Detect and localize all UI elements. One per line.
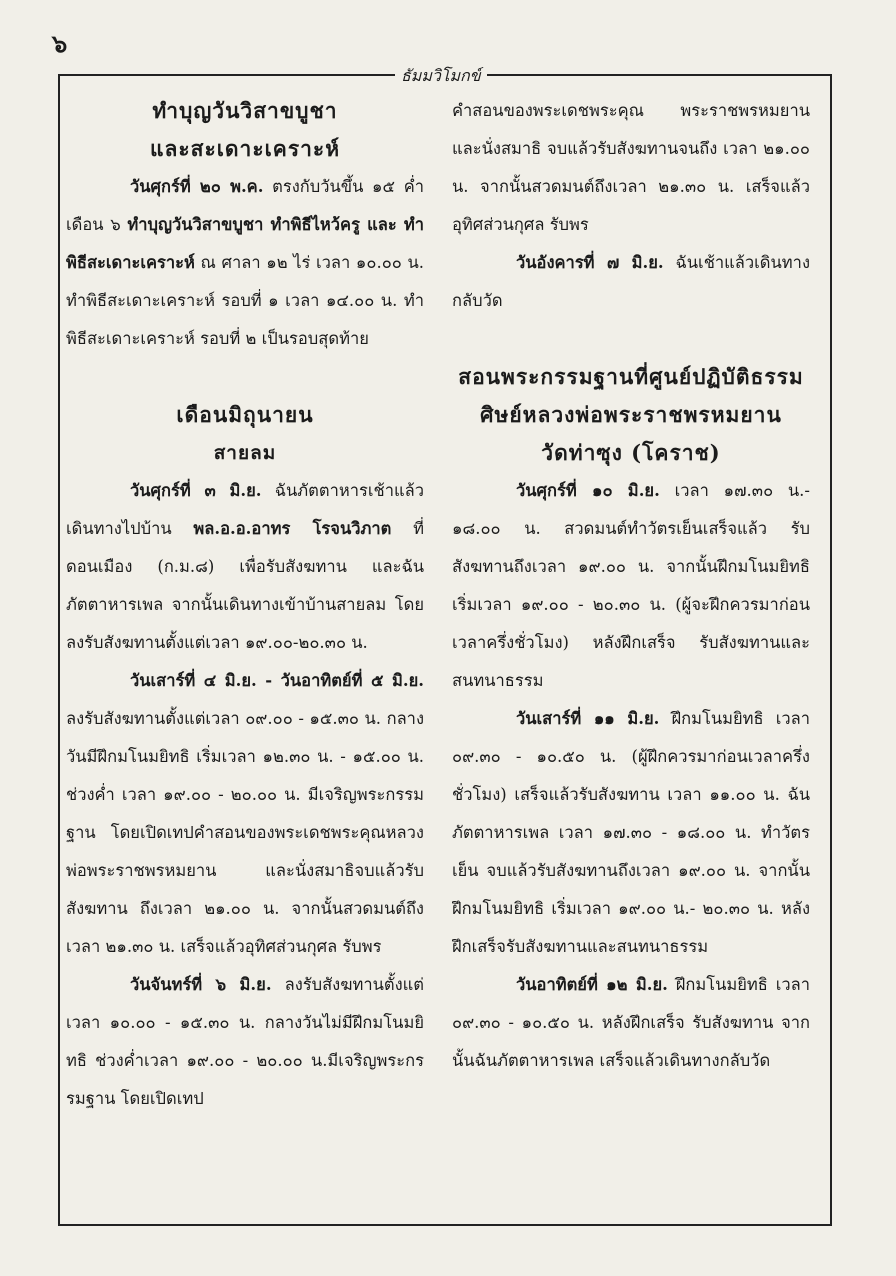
date-label: วันศุกร์ที่ ๒๐ พ.ค. [130, 177, 264, 196]
paragraph [66, 966, 424, 1118]
date-label: วันเสาร์ที่ ๑๑ มิ.ย. [516, 709, 660, 728]
paragraph [66, 472, 424, 662]
bold-text: ทำบุญวันวิสาขบูชา ทำพิธีไหว้ครู และ ทำพิธีสะเดาะเคราะห์ [66, 215, 424, 272]
date-label: วันศุกร์ที่ ๓ มิ.ย. [130, 481, 262, 500]
paragraph-text: ที่ดอนเมือง (ก.ม.๘) เพื่อรับสังฆทาน และฉันภัตตาหารเพล จากนั้นเดินทางเข้าบ้านสายลม โดยลงรับสังฆทานตั้งแต่เวลา ๑๙.๐๐-๒๐.๓๐ น. [66, 519, 424, 652]
paragraph-text: ลงรับสังฆทานตั้งแต่เวลา ๐๙.๐๐ - ๑๕.๓๐ น. กลางวันมีฝึกมโนมยิทธิ เริ่มเวลา ๑๒.๓๐ น. - ๑๕.๐๐ น. ช่วงค่ำ เวลา ๑๙.๐๐ - ๒๐.๐๐ น. มีเจริญพระกรรมฐาน โดยเปิดเทปคำสอนของพระเดชพระคุณหลวงพ่อพระราชพรหมยาน และนั่งสมาธิจบแล้วรับสังฆทาน ถึงเวลา ๒๑.๐๐ น. จากนั้นสวดมนต์ถึงเวลา ๒๑.๓๐ น. เสร็จแล้วอุทิศส่วนกุศล รับพร [66, 709, 424, 956]
paragraph [452, 700, 810, 966]
paragraph [66, 662, 424, 966]
section-title: ทำบุญวันวิสาขบูชา [152, 98, 338, 123]
spacer [66, 358, 424, 396]
date-label: วันอาทิตย์ที่ ๑๒ มิ.ย. [516, 975, 668, 994]
paragraph [452, 472, 810, 700]
section-title: และสะเดาะเคราะห์ [149, 136, 341, 161]
section-title: วัดท่าซุง (โคราช) [541, 440, 721, 465]
paragraph-text: ลงรับสังฆทานตั้งแต่เวลา ๑๐.๐๐ - ๑๕.๓๐ น. กลางวันไม่มีฝึกมโนมยิทธิ ช่วงค่ำเวลา ๑๙.๐๐ - ๒๐.๐๐ น.มีเจริญพระกรรมฐาน โดยเปิดเทป [66, 975, 424, 1108]
paragraph [452, 244, 810, 320]
section-title: สอนพระกรรมฐานที่ศูนย์ปฏิบัติธรรม [458, 364, 804, 389]
date-label: วันศุกร์ที่ ๑๐ มิ.ย. [516, 481, 660, 500]
paragraph-text: เวลา ๑๗.๓๐ น.- ๑๘.๐๐ น. สวดมนต์ทำวัตรเย็นเสร็จแล้ว รับสังฆทานถึงเวลา ๑๙.๐๐ น. จากนั้นฝึกมโนมยิทธิ เริ่มเวลา ๑๙.๐๐ - ๒๐.๓๐ น. (ผู้จะฝึกควรมาก่อนเวลาครึ่งชั่วโมง) หลังฝึกเสร็จ รับสังฆทานและสนทนาธรรม [452, 481, 810, 690]
paragraph-text: ฉันภัตตาหารเช้าแล้วเดินทางไปบ้าน [66, 481, 424, 538]
bold-text: พล.อ.อ.อาทร โรจนวิภาต [193, 519, 392, 538]
spacer [452, 320, 810, 358]
paragraph: คำสอนของพระเดชพระคุณ พระราชพรหมยาน และนั่งสมาธิ จบแล้วรับสังฆทานจนถึง เวลา ๒๑.๐๐ น. จากนั้นสวดมนต์ถึงเวลา ๒๑.๓๐ น. เสร็จแล้ว อุทิศส่วนกุศล รับพร [452, 101, 810, 234]
paragraph-text: ฉันเช้าแล้วเดินทางกลับวัด [452, 253, 810, 310]
month-title: เดือนมิถุนายน [176, 402, 314, 427]
paragraph-text: ตรงกับวันขึ้น ๑๕ ค่ำ เดือน ๖ [66, 177, 424, 234]
date-label: วันเสาร์ที่ ๔ มิ.ย. - วันอาทิตย์ที่ ๕ มิ.ย. [130, 671, 424, 690]
paragraph [66, 168, 424, 358]
place-title: สายลม [213, 442, 277, 464]
paragraph-text: ฝึกมโนมยิทธิ เวลา ๐๙.๓๐ - ๑๐.๕๐ น. (ผู้ฝึกควรมาก่อนเวลาครึ่งชั่วโมง) เสร็จแล้วรับสังฆทาน เวลา ๑๑.๐๐ น. ฉันภัตตาหารเพล เวลา ๑๗.๓๐ - ๑๘.๐๐ น. ทำวัตรเย็น จบแล้วรับสังฆทานถึงเวลา ๑๙.๐๐ น. จากนั้น ฝึกมโนมยิทธิ เริ่มเวลา ๑๙.๐๐ น.- ๒๐.๓๐ น. หลังฝึกเสร็จรับสังฆทานและสนทนาธรรม [452, 709, 810, 956]
header-title: ธัมมวิโมกข์ [395, 64, 487, 89]
date-label: วันอังคารที่ ๗ มิ.ย. [516, 253, 664, 272]
page-number: ๖ [52, 29, 68, 58]
left-column [66, 92, 424, 1212]
section-title: ศิษย์หลวงพ่อพระราชพรหมยาน [480, 402, 782, 427]
paragraph [452, 966, 810, 1080]
right-column [452, 92, 810, 1212]
paragraph-text: ณ ศาลา ๑๒ ไร่ เวลา ๑๐.๐๐ น. ทำพิธีสะเดาะเคราะห์ รอบที่ ๑ เวลา ๑๔.๐๐ น. ทำพิธีสะเดาะเคราะห์ รอบที่ ๒ เป็นรอบสุดท้าย [66, 253, 424, 348]
date-label: วันจันทร์ที่ ๖ มิ.ย. [130, 975, 272, 994]
paragraph-text: ฝึกมโนมยิทธิ เวลา ๐๙.๓๐ - ๑๐.๕๐ น. หลังฝึกเสร็จ รับสังฆทาน จากนั้นฉันภัตตาหารเพล เสร็จแล้วเดินทางกลับวัด [452, 975, 810, 1070]
